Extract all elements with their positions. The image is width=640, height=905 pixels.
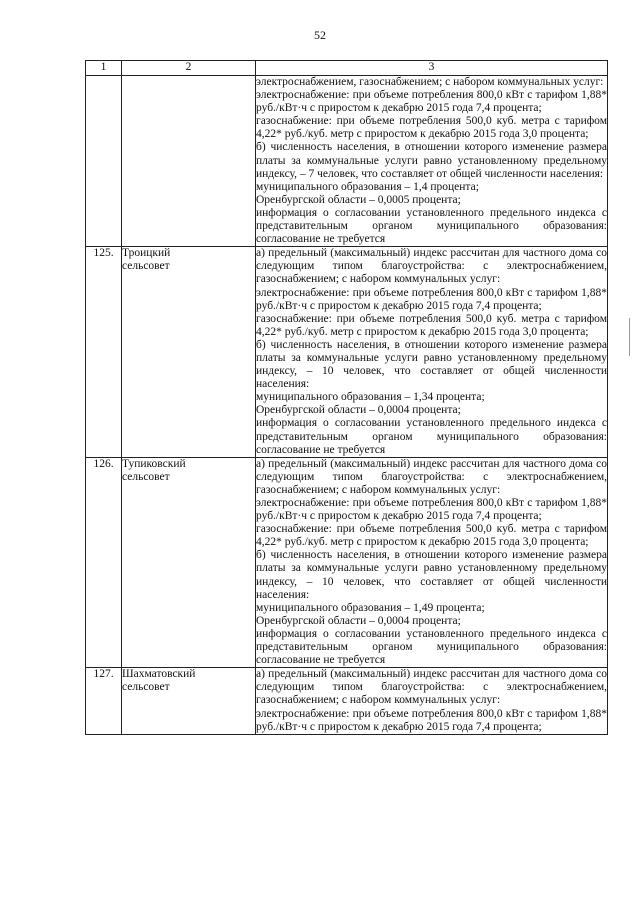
index-description xyxy=(256,457,608,668)
table-header-row xyxy=(86,61,608,76)
row-number: 125. xyxy=(86,247,122,458)
column-header-municipality: 2 xyxy=(122,61,256,76)
description-paragraph: информация о согласовании установленного предельного индекса с представительным органом муниципального образования: согласование не требуется xyxy=(256,206,607,246)
index-description xyxy=(256,668,608,734)
description-paragraph: электроснабжение: при объеме потребления 800,0 кВт с тарифом 1,88* руб./кВт·ч с приростом к декабрю 2015 года 7,4 процента; xyxy=(256,286,607,312)
description-paragraph: газоснабжение: при объеме потребления 500,0 куб. метра с тарифом 4,22* руб./куб. метр с приростом к декабрю 2015 года 3,0 процента; xyxy=(256,523,607,549)
description-paragraph: электроснабжение: при объеме потребления 800,0 кВт с тарифом 1,88* руб./кВт·ч с приростом к декабрю 2015 года 7,4 процента; xyxy=(256,497,607,523)
index-description xyxy=(256,247,608,458)
municipality-name-line: Троицкий xyxy=(122,247,171,260)
column-header-description: 3 xyxy=(256,61,608,76)
description-paragraph: б) численность населения, в отношении которого изменение размера платы за коммунальные услуги равно установленному предельному индексу, – 10 человек, что составляет от общей численности населения: xyxy=(256,338,607,391)
scan-edge-mark xyxy=(629,318,630,356)
table-body xyxy=(86,76,608,735)
municipality-name-line: сельсовет xyxy=(122,681,170,694)
description-paragraph: информация о согласовании установленного предельного индекса с представительным органом муниципального образования: согласование не требуется xyxy=(256,417,607,456)
row-number: 127. xyxy=(86,668,122,734)
column-header-number: 1 xyxy=(86,61,122,76)
index-description xyxy=(256,76,608,247)
description-paragraph: электроснабжением, газоснабжением; с набором коммунальных услуг: xyxy=(256,76,604,88)
table-row xyxy=(86,247,608,458)
description-paragraph: муниципального образования – 1,34 процента; xyxy=(256,391,485,404)
row-number xyxy=(86,76,122,247)
municipality-name-line: сельсовет xyxy=(122,260,170,273)
description-paragraph: Оренбургской области – 0,0004 процента; xyxy=(256,404,461,417)
municipality-name xyxy=(122,247,256,458)
table-row xyxy=(86,76,608,247)
row-number: 126. xyxy=(86,457,122,668)
municipality-name-line: сельсовет xyxy=(122,470,170,483)
page-number: 52 xyxy=(314,28,326,42)
description-paragraph: Оренбургской области – 0,0004 процента; xyxy=(256,614,461,627)
index-table xyxy=(85,60,608,735)
description-paragraph: а) предельный (максимальный) индекс рассчитан для частного дома со следующим типом благоустройства: с электроснабжением, газоснабжением; с набором коммунальных услуг: xyxy=(256,247,607,286)
description-paragraph: информация о согласовании установленного предельного индекса с представительным органом муниципального образования: согласование не требуется xyxy=(256,627,607,667)
description-paragraph: б) численность населения, в отношении которого изменение размера платы за коммунальные услуги равно установленному предельному индексу, – 7 человек, что составляет от общей численности населения: xyxy=(256,141,607,180)
description-paragraph: б) численность населения, в отношении которого изменение размера платы за коммунальные услуги равно установленному предельному индексу, – 10 человек, что составляет от общей численности населения: xyxy=(256,549,607,601)
municipality-name xyxy=(122,76,256,247)
description-paragraph: муниципального образования – 1,49 процента; xyxy=(256,601,485,614)
table-row xyxy=(86,457,608,668)
municipality-name-line: Тупиковский xyxy=(122,457,186,470)
description-paragraph: Оренбургской области – 0,0005 процента; xyxy=(256,193,461,206)
description-paragraph: электроснабжение: при объеме потребления 800,0 кВт с тарифом 1,88* руб./кВт·ч с приростом к декабрю 2015 года 7,4 процента; xyxy=(256,89,607,115)
description-paragraph: а) предельный (максимальный) индекс рассчитан для частного дома со следующим типом благоустройства: с электроснабжением, газоснабжением; с набором коммунальных услуг: xyxy=(256,668,607,707)
description-paragraph: а) предельный (максимальный) индекс рассчитан для частного дома со следующим типом благоустройства: с электроснабжением, газоснабжением; с набором коммунальных услуг: xyxy=(256,457,607,496)
description-paragraph: муниципального образования – 1,4 процента; xyxy=(256,180,479,193)
municipality-name-line: Шахматовский xyxy=(122,668,196,681)
description-paragraph: газоснабжение: при объеме потребления 500,0 куб. метра с тарифом 4,22* руб./куб. метр с приростом к декабрю 2015 года 3,0 процента; xyxy=(256,312,607,338)
municipality-name xyxy=(122,668,256,734)
municipality-name xyxy=(122,457,256,668)
description-paragraph: газоснабжение: при объеме потребления 500,0 куб. метра с тарифом 4,22* руб./куб. метр с приростом к декабрю 2015 года 3,0 процента; xyxy=(256,115,607,141)
table-row xyxy=(86,668,608,734)
description-paragraph: электроснабжение: при объеме потребления 800,0 кВт с тарифом 1,88* руб./кВт·ч с приростом к декабрю 2015 года 7,4 процента; xyxy=(256,707,607,733)
